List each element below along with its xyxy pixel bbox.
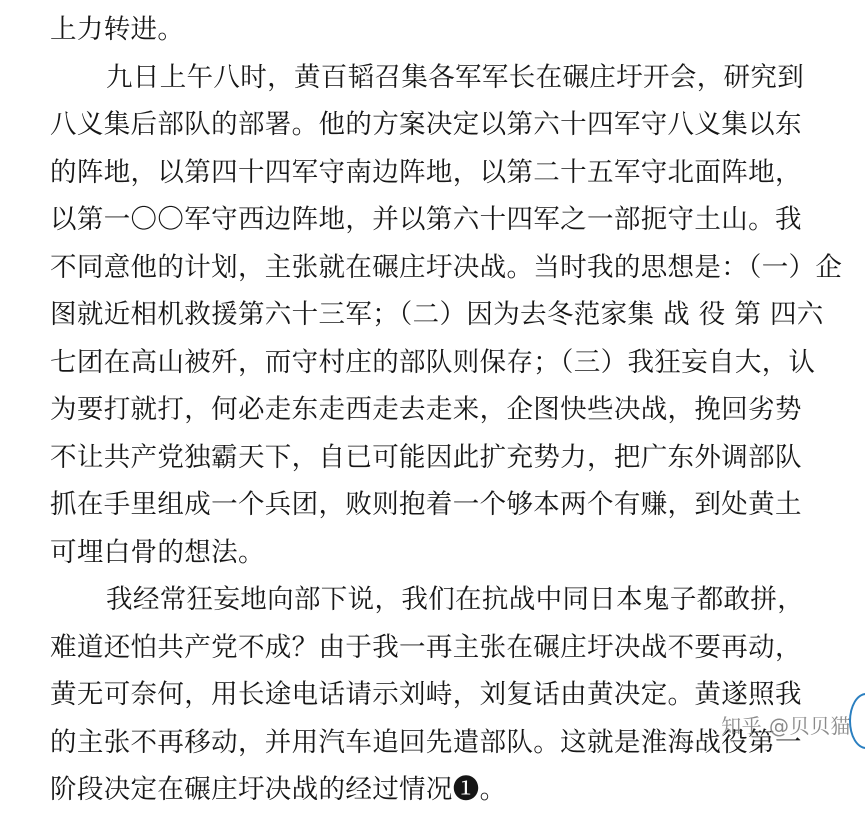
text-line: 可埋白骨的想法。 xyxy=(50,536,265,568)
text-line: 图就近相机救援第六十三军；（二）因为去冬范家集 战 役 第 四六 xyxy=(50,299,824,330)
text-line: 以第一〇〇军守西边阵地，并以第六十四军之一部扼守土山。我 xyxy=(50,204,802,235)
text-line: 我经常狂妄地向部下说，我们在抗战中同日本鬼子都敢拼， xyxy=(106,584,805,615)
text-line: 的主张不再移动，并用汽车追回先遣部队。这就是淮海战役第一 xyxy=(50,726,802,758)
text-line: 不让共产党独霸天下，自已可能因此扩充势力，把广东外调部队 xyxy=(50,441,802,473)
text-line: 七团在高山被歼，而守村庄的部队则保存；（三）我狂妄自大，认 xyxy=(50,346,816,378)
text-line: 八义集后部队的部署。他的方案决定以第六十四军守八义集以东 xyxy=(50,109,802,140)
text-line: 阶段决定在碾庄圩决战的经过情况❶。 xyxy=(50,774,507,805)
text-line: 上力转进。 xyxy=(50,14,185,45)
text-line: 不同意他的计划，主张就在碾庄圩决战。当时我的思想是：（一）企 xyxy=(50,251,843,283)
text-line: 的阵地，以第四十四军守南边阵地，以第二十五军守北面阵地， xyxy=(50,156,802,188)
text-line: 难道还怕共产党不成？由于我一再主张在碾庄圩决战不要再动， xyxy=(50,631,802,663)
text-line: 黄无可奈何，用长途电话请示刘峙，刘复话由黄决定。黄遂照我 xyxy=(50,679,802,710)
text-line: 为要打就打，何必走东走西走去走来，企图快些决战，挽回劣势 xyxy=(50,394,802,425)
text-line: 九日上午八时，黄百韬召集各军军长在碾庄圩开会，研究到 xyxy=(106,61,805,93)
text-line: 抓在手里组成一个兵团，败则抱着一个够本两个有赚，到处黄土 xyxy=(50,489,802,520)
watermark: 知乎 @贝贝猫 xyxy=(721,714,851,738)
